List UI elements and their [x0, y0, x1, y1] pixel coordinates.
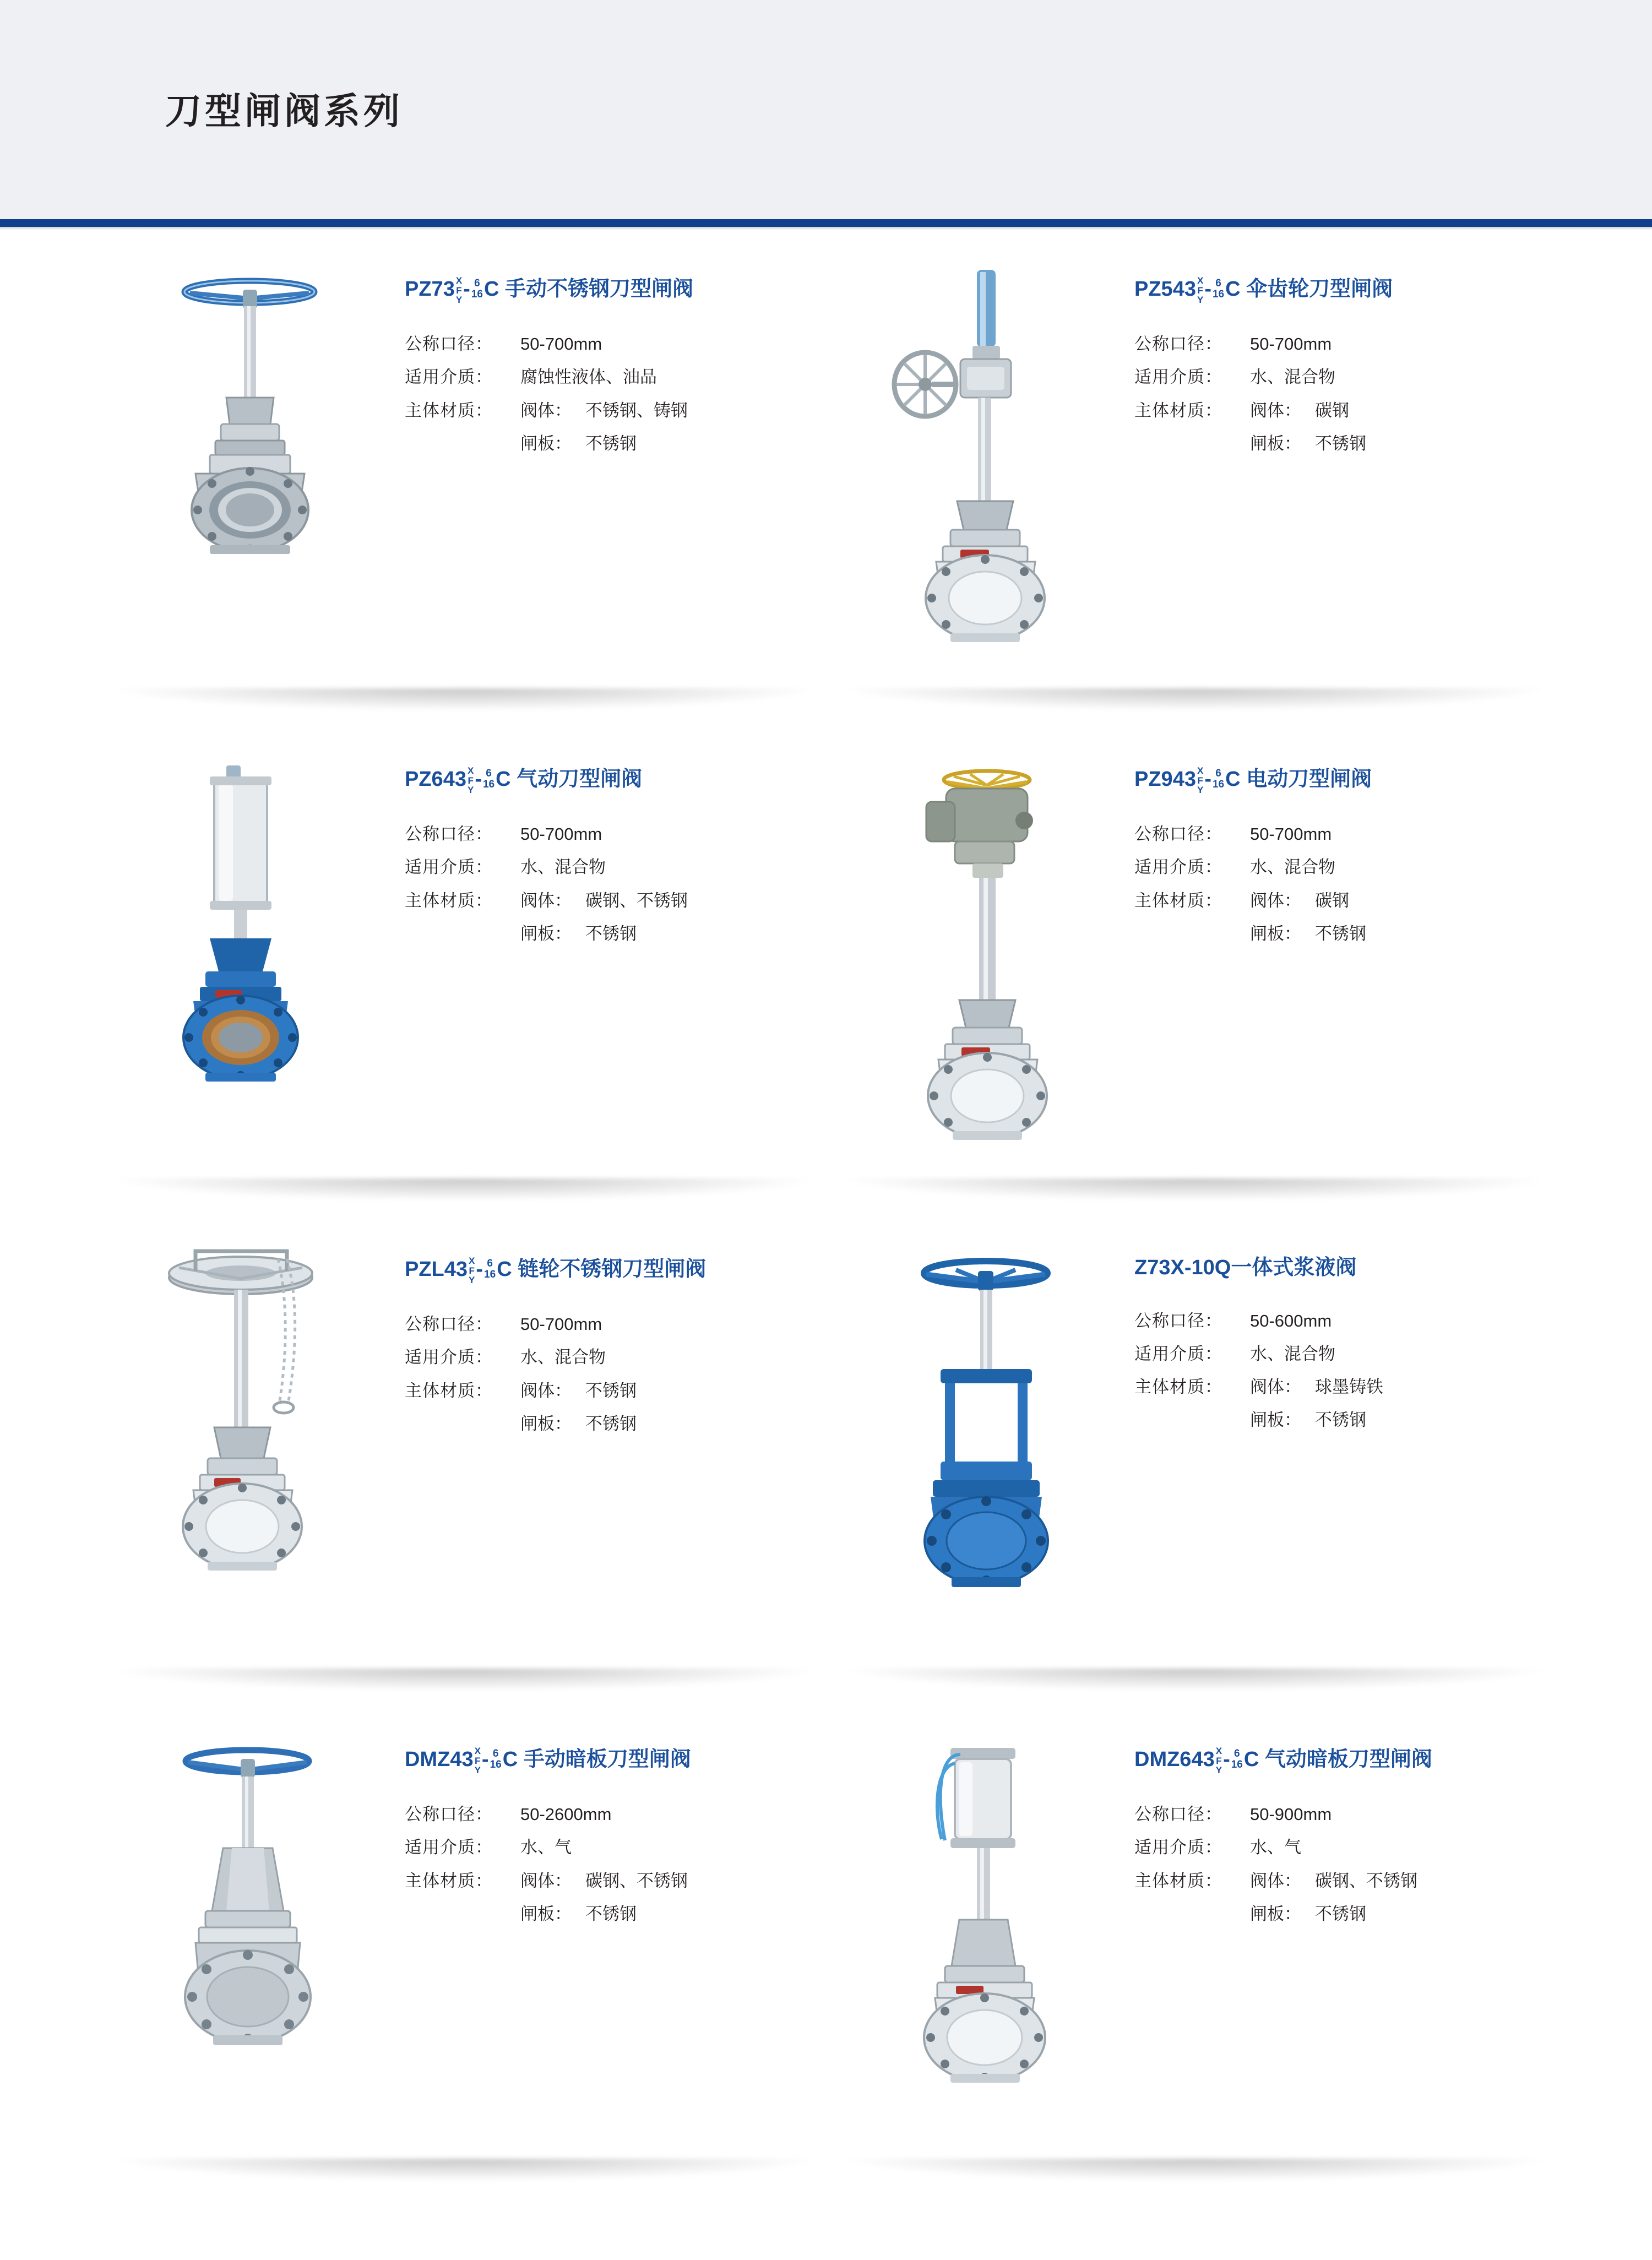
- product-card[interactable]: [843, 259, 1586, 716]
- product-specs: [1134, 329, 1580, 459]
- spec-gate: [1134, 1405, 1580, 1435]
- spec-value-gate: [520, 1409, 851, 1439]
- product-card[interactable]: [843, 1729, 1586, 2186]
- product-code: PZ73: [405, 278, 455, 301]
- spec-label-diameter: 公称口径：: [1134, 824, 1222, 844]
- spec-text-gate: 不锈钢: [1315, 1904, 1366, 1924]
- spec-value-gate: [520, 1899, 851, 1929]
- spec-text-body: 不锈钢: [585, 1381, 637, 1400]
- product-card[interactable]: [113, 259, 856, 716]
- spec-medium: [1134, 1339, 1580, 1369]
- product-code: PZL43: [405, 1258, 468, 1281]
- product-card[interactable]: [843, 1239, 1586, 1696]
- product-name: [405, 1256, 851, 1284]
- product-code: Z73X-10Q: [1134, 1256, 1231, 1279]
- spec-medium: [405, 852, 851, 882]
- spec-value-gate: [1250, 919, 1580, 949]
- spec-value-medium: 水、混合物: [520, 1348, 606, 1367]
- product-info: [1134, 275, 1580, 462]
- product-code: PZ643: [405, 768, 466, 791]
- spec-value-diameter: 50-700mm: [520, 334, 602, 354]
- product-info: [1134, 1746, 1580, 1932]
- product-code-subscript: X F Y: [1197, 275, 1204, 305]
- product-row: [0, 749, 1652, 1239]
- spec-label-material: 主体材质：: [1134, 1871, 1222, 1890]
- spec-material: [1134, 396, 1580, 426]
- page-title: 刀型闸阀系列: [165, 90, 403, 132]
- header-divider: [0, 219, 1652, 227]
- product-name: [1134, 275, 1580, 304]
- product-specs: [1134, 1306, 1580, 1436]
- spec-value-medium: 水、混合物: [1250, 1344, 1335, 1363]
- spec-text-body: 碳钢、不锈钢: [1315, 1871, 1417, 1890]
- spec-value-body: [1250, 1372, 1580, 1402]
- product-info: [1134, 1256, 1580, 1439]
- spec-label-body: 阀体：: [1250, 1871, 1301, 1890]
- spec-label-body: 阀体：: [1250, 890, 1301, 910]
- spec-label-gate: 闸板：: [520, 1904, 572, 1924]
- spec-label-material: 主体材质：: [1134, 1377, 1222, 1397]
- spec-gate: [405, 1409, 851, 1439]
- spec-diameter: [405, 329, 851, 359]
- product-name: [1134, 1746, 1580, 1774]
- product-image-bevel-gear-knife-gate-valve: [843, 259, 1129, 694]
- spec-medium: [1134, 362, 1580, 392]
- spec-label-gate: 闸板：: [520, 433, 572, 453]
- spec-label-material: 主体材质：: [405, 1381, 493, 1400]
- spec-label-body: 阀体：: [520, 400, 572, 420]
- product-image-pneumatic-knife-gate-valve: [113, 749, 399, 1184]
- product-row: [0, 1729, 1652, 2219]
- spec-label-diameter: 公称口径：: [405, 1314, 493, 1334]
- spec-text-gate: 不锈钢: [1315, 1410, 1366, 1430]
- spec-value-body: [520, 396, 851, 426]
- product-card[interactable]: [113, 749, 856, 1206]
- product-name-text: C 气动刀型闸阀: [496, 768, 643, 791]
- product-code-subscript: X F Y: [1197, 765, 1204, 795]
- spec-label-gate: 闸板：: [520, 923, 572, 943]
- spec-label-gate: 闸板：: [1250, 923, 1301, 943]
- product-name-text: C 电动刀型闸阀: [1225, 768, 1372, 791]
- spec-label-gate: 闸板：: [1250, 1904, 1301, 1924]
- spec-label-material: 主体材质：: [1134, 400, 1222, 420]
- product-card[interactable]: [113, 1239, 856, 1696]
- product-code-dash: -: [475, 768, 482, 791]
- spec-value-gate: [1250, 1405, 1580, 1435]
- spec-label-body: 阀体：: [1250, 1377, 1301, 1397]
- spec-gate: [1134, 429, 1580, 459]
- product-name-text: C 链轮不锈钢刀型闸阀: [497, 1258, 707, 1281]
- spec-gate: [405, 1899, 851, 1929]
- product-grid: [0, 259, 1652, 2219]
- spec-diameter: [1134, 819, 1580, 849]
- product-code-dash: -: [1204, 278, 1211, 301]
- spec-value-medium: 水、混合物: [1250, 367, 1335, 387]
- spec-label-body: 阀体：: [520, 1381, 572, 1400]
- spec-material: [405, 886, 851, 916]
- product-specs: [405, 819, 851, 949]
- spec-label-medium: 适用介质：: [405, 367, 493, 387]
- spec-value-medium: 水、气: [520, 1838, 572, 1857]
- spec-label-medium: 适用介质：: [405, 857, 493, 877]
- product-pressure-rating: 6 16: [1231, 1748, 1243, 1770]
- spec-label-gate: 闸板：: [1250, 433, 1301, 453]
- product-code-dash: -: [1223, 1748, 1230, 1772]
- spec-gate: [1134, 1899, 1580, 1929]
- spec-value-diameter: 50-700mm: [1250, 334, 1332, 354]
- product-name: [405, 275, 851, 304]
- spec-material: [1134, 886, 1580, 916]
- spec-value-gate: [1250, 429, 1580, 459]
- spec-medium: [1134, 852, 1580, 882]
- product-row: [0, 259, 1652, 749]
- product-pressure-rating: 6 16: [490, 1748, 502, 1770]
- product-image-manual-concealed-plate-knife-gate-valve: [113, 1729, 399, 2164]
- spec-text-gate: 不锈钢: [585, 1904, 637, 1924]
- product-info: [405, 275, 851, 462]
- spec-label-material: 主体材质：: [1134, 890, 1222, 910]
- spec-value-body: [520, 1866, 851, 1896]
- spec-diameter: [1134, 1306, 1580, 1336]
- product-card[interactable]: [843, 749, 1586, 1206]
- spec-value-medium: 腐蚀性液体、油品: [520, 367, 657, 387]
- spec-medium: [405, 362, 851, 392]
- spec-text-gate: 不锈钢: [585, 1414, 637, 1433]
- spec-gate: [1134, 919, 1580, 949]
- spec-label-body: 阀体：: [520, 890, 572, 910]
- spec-text-body: 球墨铸铁: [1315, 1377, 1383, 1397]
- product-specs: [405, 329, 851, 459]
- page-header: [0, 0, 1652, 220]
- product-name: [405, 765, 851, 794]
- product-pressure-rating: 6 16: [471, 278, 483, 300]
- spec-value-medium: 水、混合物: [520, 857, 606, 877]
- product-specs: [1134, 819, 1580, 949]
- product-code-subscript: X F Y: [467, 765, 474, 795]
- product-name-text: 一体式浆液阀: [1231, 1256, 1357, 1279]
- spec-diameter: [405, 819, 851, 849]
- header-divider-shadow: [0, 227, 1652, 230]
- spec-value-body: [520, 1376, 851, 1406]
- product-code: PZ543: [1134, 278, 1196, 301]
- product-card[interactable]: [113, 1729, 856, 2186]
- spec-label-diameter: 公称口径：: [405, 334, 493, 354]
- spec-label-medium: 适用介质：: [1134, 1838, 1222, 1857]
- spec-value-body: [1250, 1866, 1580, 1896]
- product-name: [1134, 765, 1580, 794]
- spec-material: [1134, 1866, 1580, 1896]
- product-code-subscript: X F Y: [469, 1256, 475, 1285]
- product-name-text: C 手动不锈钢刀型闸阀: [483, 278, 693, 301]
- spec-medium: [1134, 1833, 1580, 1862]
- spec-value-gate: [520, 429, 851, 459]
- spec-diameter: [405, 1800, 851, 1829]
- product-pressure-rating: 6 16: [482, 768, 495, 790]
- product-image-electric-knife-gate-valve: [843, 749, 1129, 1184]
- spec-value-diameter: 50-700mm: [520, 1314, 602, 1334]
- spec-label-diameter: 公称口径：: [1134, 334, 1222, 354]
- product-name-text: C 伞齿轮刀型闸阀: [1225, 278, 1393, 301]
- product-image-handwheel-stainless-knife-gate-valve: [113, 259, 399, 694]
- spec-label-medium: 适用介质：: [405, 1838, 493, 1857]
- product-code: DMZ643: [1134, 1748, 1215, 1772]
- spec-label-medium: 适用介质：: [405, 1348, 493, 1367]
- spec-value-diameter: 50-2600mm: [520, 1805, 612, 1824]
- spec-label-body: 阀体：: [1250, 400, 1301, 420]
- product-name-text: C 手动暗板刀型闸阀: [502, 1748, 691, 1772]
- spec-text-gate: 不锈钢: [1315, 433, 1366, 453]
- spec-value-diameter: 50-700mm: [1250, 824, 1332, 844]
- spec-label-diameter: 公称口径：: [405, 1805, 493, 1824]
- spec-text-body: 碳钢: [1315, 890, 1349, 910]
- product-specs: [1134, 1800, 1580, 1929]
- product-code-dash: -: [1204, 768, 1211, 791]
- product-name-text: C 气动暗板刀型闸阀: [1243, 1748, 1432, 1772]
- spec-diameter: [405, 1310, 851, 1339]
- spec-value-medium: 水、混合物: [1250, 857, 1335, 877]
- spec-value-body: [1250, 886, 1580, 916]
- product-pressure-rating: 6 16: [484, 1258, 496, 1280]
- spec-value-body: [520, 886, 851, 916]
- spec-value-diameter: 50-900mm: [1250, 1805, 1332, 1824]
- product-code-subscript: X F Y: [455, 275, 463, 305]
- spec-text-body: 碳钢: [1315, 400, 1349, 420]
- product-info: [405, 1256, 851, 1442]
- product-specs: [405, 1310, 851, 1439]
- spec-material: [405, 1376, 851, 1406]
- product-code: PZ943: [1134, 768, 1196, 791]
- spec-text-gate: 不锈钢: [1315, 923, 1366, 943]
- product-image-chainwheel-stainless-knife-gate-valve: [113, 1239, 399, 1674]
- spec-label-medium: 适用介质：: [1134, 367, 1222, 387]
- spec-label-body: 阀体：: [520, 1871, 572, 1890]
- spec-medium: [405, 1833, 851, 1862]
- spec-text-gate: 不锈钢: [585, 923, 637, 943]
- spec-value-gate: [520, 919, 851, 949]
- product-code-subscript: X F Y: [474, 1746, 481, 1775]
- spec-gate: [405, 919, 851, 949]
- spec-label-diameter: 公称口径：: [1134, 1311, 1222, 1330]
- product-code-dash: -: [476, 1258, 483, 1281]
- spec-value-medium: 水、气: [1250, 1838, 1301, 1857]
- product-code: DMZ43: [405, 1748, 474, 1772]
- spec-label-diameter: 公称口径：: [1134, 1805, 1222, 1824]
- spec-text-body: 碳钢、不锈钢: [585, 890, 688, 910]
- spec-diameter: [1134, 1800, 1580, 1829]
- product-image-integrated-slurry-valve: [843, 1239, 1129, 1674]
- spec-value-diameter: 50-700mm: [520, 824, 602, 844]
- product-info: [405, 765, 851, 952]
- spec-gate: [405, 429, 851, 459]
- product-pressure-rating: 6 16: [1212, 278, 1225, 300]
- spec-medium: [405, 1343, 851, 1372]
- spec-label-material: 主体材质：: [405, 1871, 493, 1890]
- spec-material: [405, 1866, 851, 1896]
- product-info: [1134, 765, 1580, 952]
- spec-text-body: 不锈钢、铸钢: [585, 400, 688, 420]
- product-specs: [405, 1800, 851, 1929]
- spec-label-material: 主体材质：: [405, 890, 493, 910]
- product-image-pneumatic-concealed-plate-knife-gate-valve: [843, 1729, 1129, 2164]
- product-code-dash: -: [481, 1748, 489, 1772]
- product-info: [405, 1746, 851, 1932]
- spec-diameter: [1134, 329, 1580, 359]
- spec-label-medium: 适用介质：: [1134, 857, 1222, 877]
- spec-label-diameter: 公称口径：: [405, 824, 493, 844]
- product-name: [405, 1746, 851, 1774]
- product-code-dash: -: [463, 278, 470, 301]
- spec-value-diameter: 50-600mm: [1250, 1311, 1332, 1330]
- spec-text-body: 碳钢、不锈钢: [585, 1871, 688, 1890]
- product-name: [1134, 1256, 1580, 1281]
- spec-label-gate: 闸板：: [520, 1414, 572, 1433]
- product-code-subscript: X F Y: [1215, 1746, 1222, 1775]
- spec-label-medium: 适用介质：: [1134, 1344, 1222, 1363]
- spec-material: [1134, 1372, 1580, 1402]
- spec-text-gate: 不锈钢: [585, 433, 637, 453]
- spec-material: [405, 396, 851, 426]
- spec-label-material: 主体材质：: [405, 400, 493, 420]
- product-row: [0, 1239, 1652, 1729]
- spec-value-body: [1250, 396, 1580, 426]
- product-pressure-rating: 6 16: [1212, 768, 1225, 790]
- spec-value-gate: [1250, 1899, 1580, 1929]
- spec-label-gate: 闸板：: [1250, 1410, 1301, 1430]
